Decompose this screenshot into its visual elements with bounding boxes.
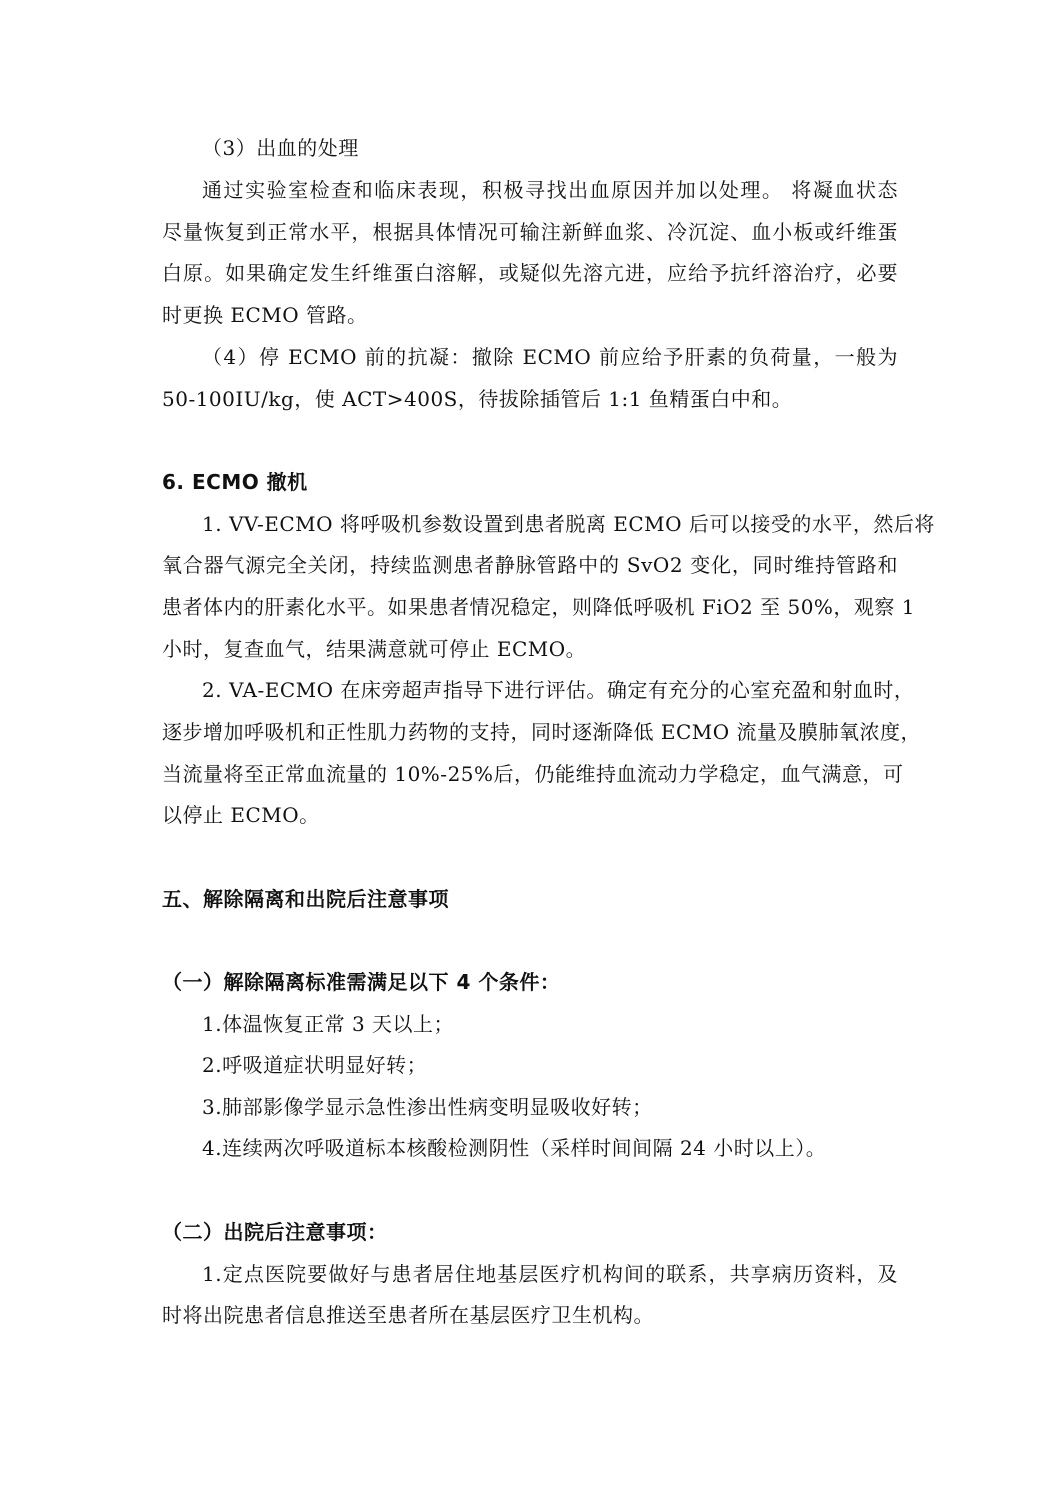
notes-heading: （二）出院后注意事项：	[162, 1220, 388, 1244]
paragraph-line: 时将出院患者信息推送至患者所在基层医疗卫生机构。	[162, 1303, 654, 1327]
paragraph-line: 2. VA-ECMO 在床旁超声指导下进行评估。确定有充分的心室充盈和射血时，	[202, 678, 915, 702]
paragraph-line: 逐步增加呼吸机和正性肌力药物的支持，同时逐渐降低 ECMO 流量及膜肺氧浓度，	[162, 720, 921, 744]
paragraph-line: 以停止 ECMO。	[162, 803, 320, 827]
paragraph-line: 患者体内的肝素化水平。如果患者情况稳定，则降低呼吸机 FiO2 至 50%，观察 1	[162, 595, 916, 619]
paragraph-line: 小时，复查血气，结果满意就可停止 ECMO。	[162, 637, 587, 661]
paragraph-line: 1. VV-ECMO 将呼吸机参数设置到患者脱离 ECMO 后可以接受的水平，然后将	[202, 512, 935, 536]
paragraph-line: 白原。如果确定发生纤维蛋白溶解，或疑似先溶亢进，应给予抗纤溶治疗，必要	[162, 261, 898, 285]
paragraph-line: 时更换 ECMO 管路。	[162, 303, 368, 327]
list-item: 3.肺部影像学显示急性渗出性病变明显吸收好转；	[202, 1095, 653, 1119]
criteria-heading: （一）解除隔离标准需满足以下 4 个条件：	[162, 970, 561, 994]
list-item: 1.体温恢复正常 3 天以上；	[202, 1012, 455, 1036]
list-item: 2.呼吸道症状明显好转；	[202, 1053, 428, 1077]
list-item: 4.连续两次呼吸道标本核酸检测阴性（采样时间间隔 24 小时以上）。	[202, 1136, 827, 1160]
paragraph-line: 通过实验室检查和临床表现，积极寻找出血原因并加以处理。 将凝血状态	[202, 178, 898, 202]
paragraph-line: 氧合器气源完全关闭，持续监测患者静脉管路中的 SvO2 变化，同时维持管路和	[162, 553, 898, 577]
paragraph-line: 尽量恢复到正常水平，根据具体情况可输注新鲜血浆、冷沉淀、血小板或纤维蛋	[162, 220, 898, 244]
paragraph-line: （4）停 ECMO 前的抗凝：撤除 ECMO 前应给予肝素的负荷量，一般为	[202, 345, 898, 369]
paragraph-line: 1.定点医院要做好与患者居住地基层医疗机构间的联系，共享病历资料，及	[202, 1262, 898, 1286]
paragraph-line: 50-100IU/kg，使 ACT>400S，待拔除插管后 1:1 鱼精蛋白中和。	[162, 387, 793, 411]
weaning-heading: 6. ECMO 撤机	[162, 470, 308, 494]
paragraph-line: 当流量将至正常血流量的 10%-25%后，仍能维持血流动力学稳定，血气满意，可	[162, 762, 904, 786]
bleeding-heading: （3）出血的处理	[202, 136, 359, 160]
discharge-heading: 五、解除隔离和出院后注意事项	[162, 887, 449, 911]
